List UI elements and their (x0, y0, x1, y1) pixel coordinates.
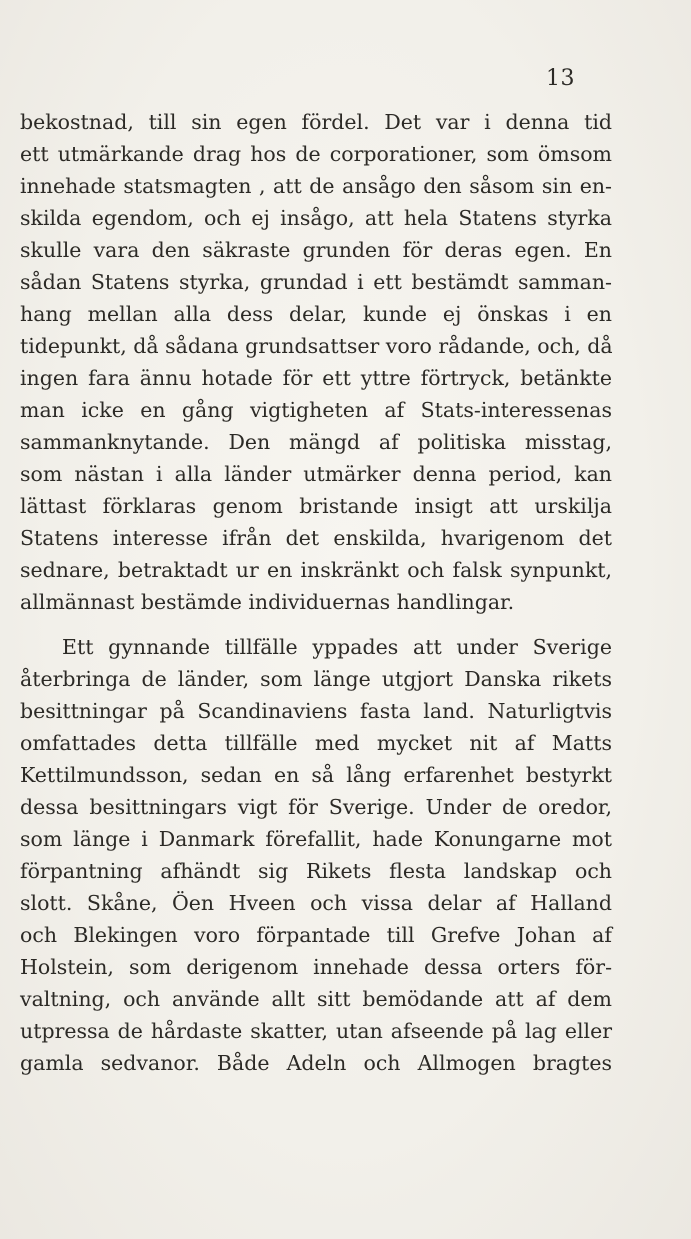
text-line: lättast förklaras genom bristande insigt att urskilja (20, 494, 612, 518)
text-line: Holstein, som derigenom innehade dessa orters för- (20, 955, 612, 979)
text-line: förpantning afhändt sig Rikets flesta landskap och (20, 859, 612, 883)
text-line: innehade statsmagten , att de ansågo den såsom sin en- (20, 174, 612, 198)
text-line: bekostnad, till sin egen fördel. Det var i denna tid (20, 110, 612, 134)
page-number: 13 (546, 66, 575, 91)
text-line: allmännast bestämde individuernas handlingar. (20, 590, 515, 614)
text-line: tidepunkt, då sådana grundsattser voro rådande, och, då (20, 334, 613, 358)
text-line: sammanknytande. Den mängd af politiska misstag, (20, 430, 612, 454)
text-line: återbringa de länder, som länge utgjort Danska rikets (20, 667, 612, 691)
text-line: utpressa de hårdaste skatter, utan afseende på lag eller (20, 1019, 612, 1043)
text-line: som nästan i alla länder utmärker denna period, kan (20, 462, 612, 486)
paragraph-2 (20, 631, 612, 1079)
text-line: och Blekingen voro förpantade till Grefve Johan af (20, 923, 612, 947)
text-line: sednare, betraktadt ur en inskränkt och falsk synpunkt, (20, 558, 612, 582)
text-line: valtning, och använde allt sitt bemödande att af dem (20, 987, 612, 1011)
text-line: Ett gynnande tillfälle yppades att under Sverige (62, 635, 612, 659)
text-line: man icke en gång vigtigheten af Stats-interessenas (20, 398, 612, 422)
text-line: ingen fara ännu hotade för ett yttre förtryck, betänkte (20, 366, 612, 390)
text-line: dessa besittningars vigt för Sverige. Under de oredor, (20, 795, 612, 819)
body-text (20, 106, 612, 1079)
text-line: som länge i Danmark förefallit, hade Konungarne mot (20, 827, 612, 851)
text-line: besittningar på Scandinaviens fasta land. Naturligtvis (20, 699, 612, 723)
text-line: ett utmärkande drag hos de corporationer, som ömsom (20, 142, 612, 166)
text-line: omfattades detta tillfälle med mycket nit af Matts (20, 731, 612, 755)
text-line: skilda egendom, och ej insågo, att hela Statens styrka (20, 206, 612, 230)
text-line: gamla sedvanor. Både Adeln och Allmogen bragtes (20, 1051, 612, 1075)
paragraph-gap (20, 618, 612, 631)
text-line: sådan Statens styrka, grundad i ett bestämdt samman- (20, 270, 612, 294)
text-line: skulle vara den säkraste grunden för deras egen. En (20, 238, 612, 262)
text-line: Kettilmundsson, sedan en så lång erfarenhet bestyrkt (20, 763, 612, 787)
text-line: hang mellan alla dess delar, kunde ej önskas i en (20, 302, 612, 326)
text-line: Statens interesse ifrån det enskilda, hvarigenom det (20, 526, 612, 550)
text-line: slott. Skåne, Öen Hveen och vissa delar af Halland (20, 891, 612, 915)
paragraph-1 (20, 106, 612, 618)
